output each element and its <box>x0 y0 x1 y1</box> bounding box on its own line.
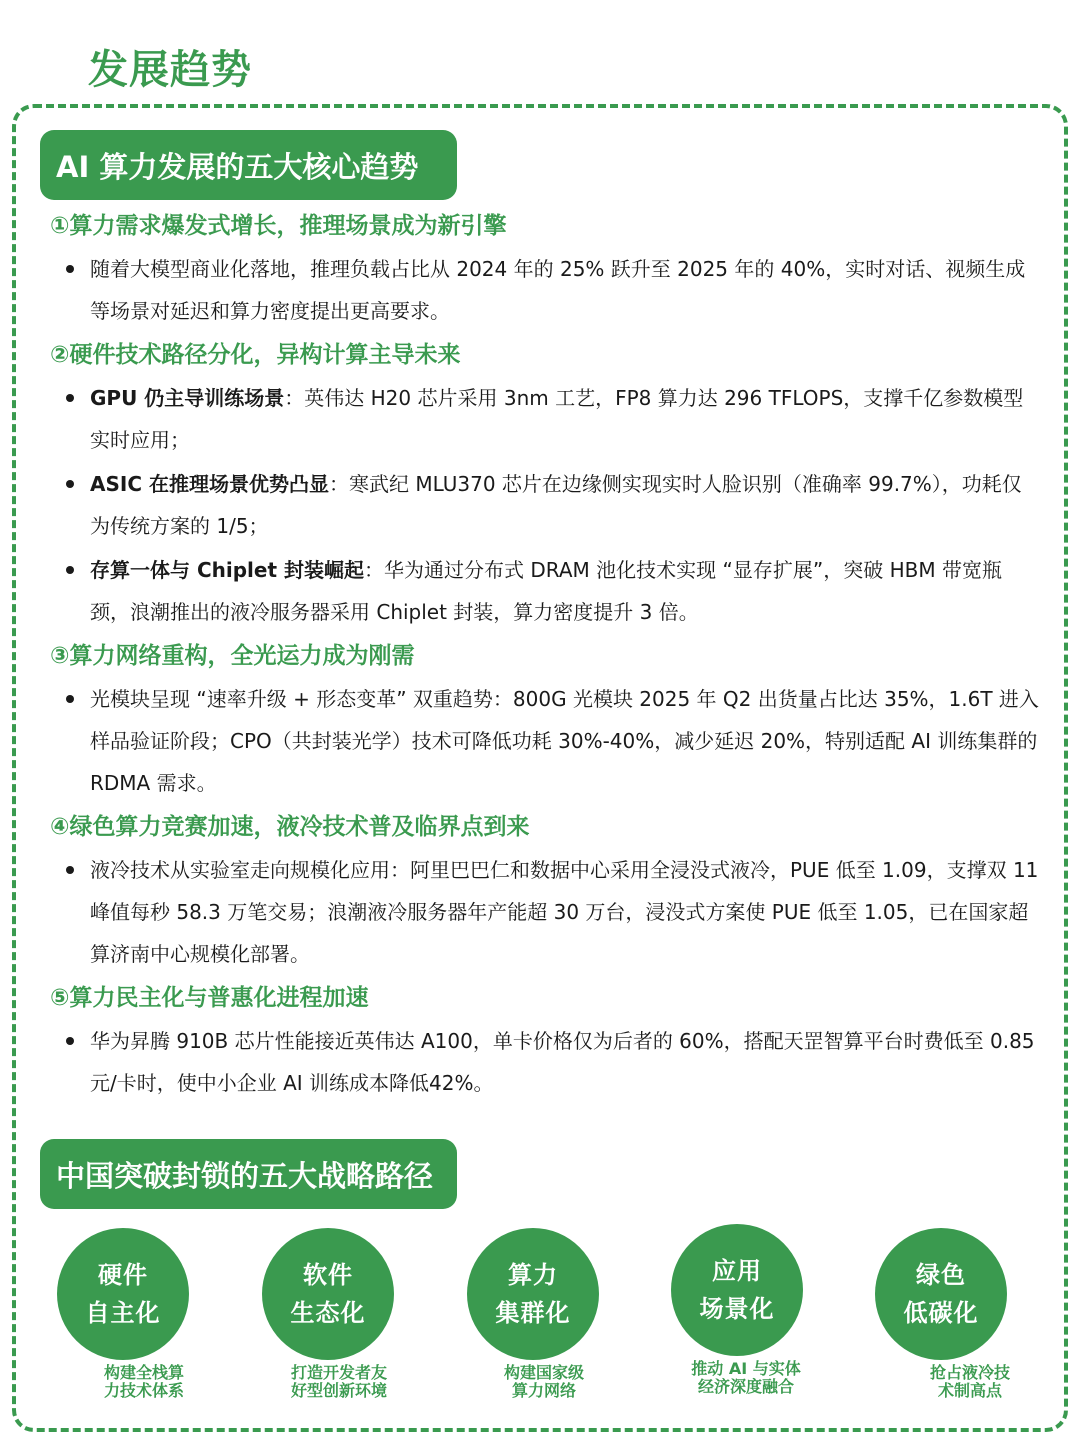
path-caption <box>79 1364 209 1400</box>
path-caption <box>479 1364 609 1400</box>
bullet-dot <box>66 695 74 703</box>
path-circle <box>671 1224 803 1356</box>
bullet-text: ：寒武纪 MLU370 芯片在边缘侧实现实时人脸识别（准确率 99.7%），功耗仅为传统方案的 1/5； <box>90 472 1022 538</box>
path-caption <box>274 1364 404 1400</box>
path-caption-line2: 好型创新环境 <box>290 1381 387 1400</box>
bullet-text: 随着大模型商业化落地，推理负载占比从 2024 年的 25% 跃升至 2025 年的 40%，实时对话、视频生成等场景对延迟和算力密度提出更高要求。 <box>90 257 1026 323</box>
trends-banner: AI 算力发展的五大核心趋势 <box>40 130 457 200</box>
list-item <box>50 248 1040 332</box>
path-title-line2: 自主化 <box>85 1299 161 1327</box>
strategy-banner: 中国突破封锁的五大战略路径 <box>40 1139 457 1209</box>
path-caption-line2: 力技术体系 <box>103 1381 184 1400</box>
section-heading: ④绿色算力竞赛加速，液冷技术普及临界点到来 <box>50 814 530 840</box>
bullet-text: 光模块呈现 “速率升级 + 形态变革” 双重趋势：800G 光模块 2025 年 Q2 出货量占比达 35%，1.6T 进入样品验证阶段；CPO（共封装光学）技术可降低功耗 30%-40%，减少延迟 20%，特别适配 AI 训练集群的 RDMA 需求。 <box>90 687 1039 795</box>
path-caption-line1: 抢占液冷技 <box>929 1363 1010 1382</box>
path-circle <box>875 1228 1007 1360</box>
path-title-line2: 集群化 <box>495 1299 571 1327</box>
path-title-line2: 场景化 <box>699 1295 775 1323</box>
bullet-dot <box>66 866 74 874</box>
path-caption-line1: 构建国家级 <box>503 1363 584 1382</box>
path-title-line1: 绿色 <box>916 1261 966 1289</box>
trends-content <box>50 205 1040 1106</box>
bullet-text: 液冷技术从实验室走向规模化应用：阿里巴巴仁和数据中心采用全浸没式液冷，PUE 低至 1.09，支撑双 11 峰值每秒 58.3 万笔交易；浪潮液冷服务器年产能超 30 万台，浸没式方案使 PUE 低至 1.05，已在国家超算济南中心规模化部署。 <box>90 858 1039 966</box>
list-item <box>50 678 1040 804</box>
section-heading: ①算力需求爆发式增长，推理场景成为新引擎 <box>50 213 507 239</box>
bullet-text: ：英伟达 H20 芯片采用 3nm 工艺，FP8 算力达 296 TFLOPS，支撑千亿参数模型实时应用； <box>90 386 1024 452</box>
section-heading: ⑤算力民主化与普惠化进程加速 <box>50 985 369 1011</box>
path-title-line1: 算力 <box>508 1261 558 1289</box>
strategy-paths <box>0 1228 1080 1408</box>
list-item <box>50 463 1040 547</box>
list-item <box>50 549 1040 633</box>
path-circle <box>57 1228 189 1360</box>
section-heading: ③算力网络重构，全光运力成为刚需 <box>50 643 415 669</box>
path-title-line1: 软件 <box>303 1261 353 1289</box>
path-caption-line1: 推动 AI 与实体 <box>691 1359 801 1378</box>
path-caption-line2: 术制高点 <box>937 1381 1002 1400</box>
bullet-dot <box>66 1037 74 1045</box>
path-caption-line2: 算力网络 <box>511 1381 576 1400</box>
path-caption <box>905 1364 1035 1400</box>
bullet-text: ：华为通过分布式 DRAM 池化技术实现 “显存扩展”，突破 HBM 带宽瓶颈，浪潮推出的液冷服务器采用 Chiplet 封装，算力密度提升 3 倍。 <box>90 558 1002 624</box>
path-circle <box>467 1228 599 1360</box>
list-item <box>50 849 1040 975</box>
path-title-line2: 低碳化 <box>903 1299 979 1327</box>
path-caption <box>681 1360 811 1396</box>
bullet-dot <box>66 480 74 488</box>
bullet-dot <box>66 265 74 273</box>
bullet-dot <box>66 394 74 402</box>
list-item <box>50 377 1040 461</box>
path-title-line1: 硬件 <box>98 1261 148 1289</box>
bullet-bold-label: ASIC 在推理场景优势凸显 <box>90 472 329 496</box>
path-circle <box>262 1228 394 1360</box>
path-title-line1: 应用 <box>712 1257 762 1285</box>
bullet-dot <box>66 566 74 574</box>
bullet-bold-label: 存算一体与 Chiplet 封装崛起 <box>90 558 364 582</box>
page-title: 发展趋势 <box>88 47 252 93</box>
list-item <box>50 1020 1040 1104</box>
path-caption-line1: 构建全栈算 <box>103 1363 184 1382</box>
bullet-text: 华为昇腾 910B 芯片性能接近英伟达 A100，单卡价格仅为后者的 60%，搭配天罡智算平台时费低至 0.85 元/卡时，使中小企业 AI 训练成本降低42%。 <box>90 1029 1035 1095</box>
path-caption-line1: 打造开发者友 <box>290 1363 387 1382</box>
bullet-bold-label: GPU 仍主导训练场景 <box>90 386 285 410</box>
section-heading: ②硬件技术路径分化，异构计算主导未来 <box>50 342 461 368</box>
path-title-line2: 生态化 <box>290 1299 366 1327</box>
path-caption-line2: 经济深度融合 <box>697 1377 794 1396</box>
